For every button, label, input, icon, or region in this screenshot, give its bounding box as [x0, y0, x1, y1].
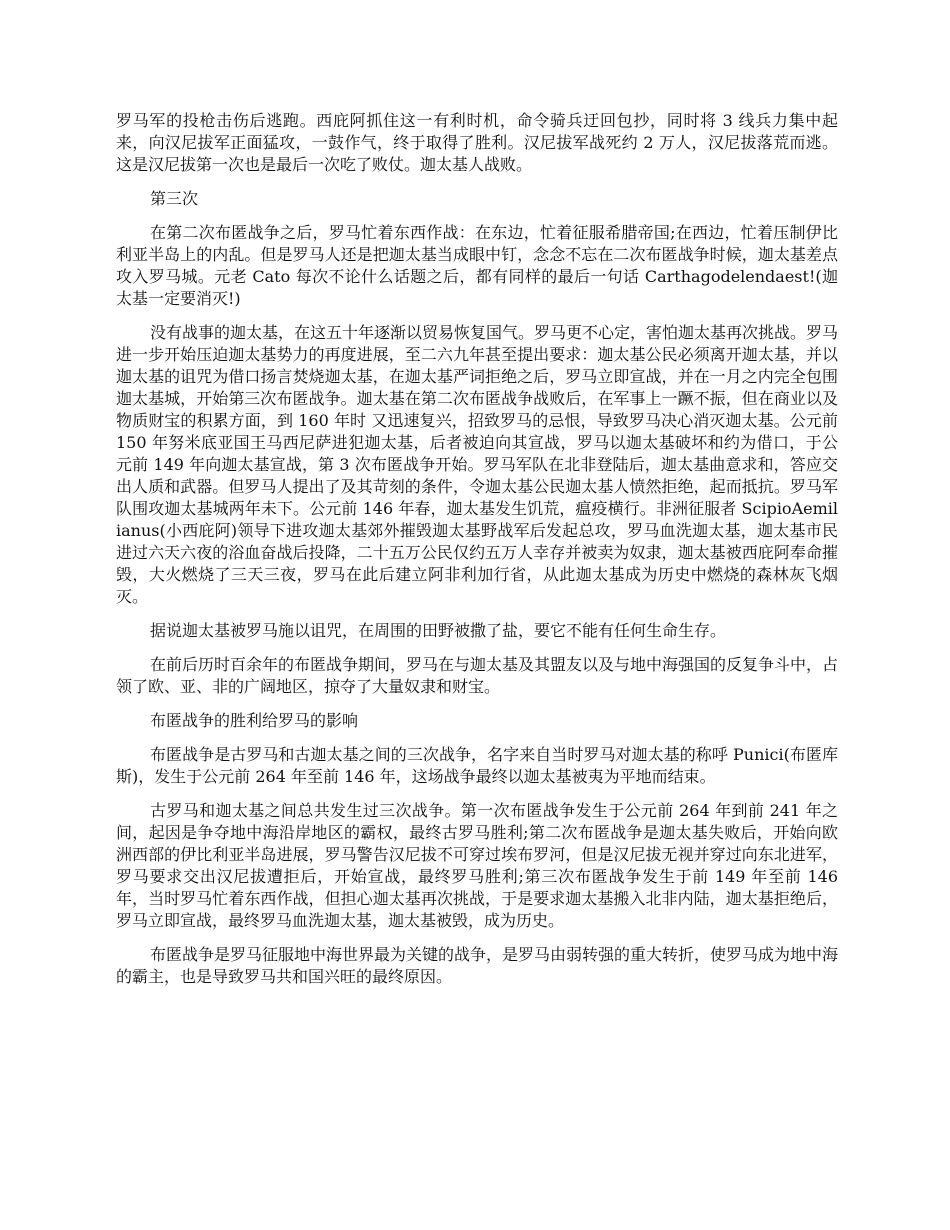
paragraph-salted-fields: 据说迦太基被罗马施以诅咒，在周围的田野被撒了盐，要它不能有任何生命生存。 — [150, 621, 727, 640]
document-page — [116, 110, 838, 1000]
paragraph-third-war-details: 没有战事的迦太基，在这五十年逐渐以贸易恢复国气。罗马更不心定，害怕迦太基再次挑战。罗马进一步开始压迫迦太基势力的再度进展，至二六九年甚至提出要求：迦太基公民必须离开迦太基，并以迦太基的诅咒为借口扬言焚烧迦太基，在迦太基严词拒绝之后，罗马立即宣战，并在一月之内完全包围迦太基城，开始第三次布匿战争。迦太基在第二次布匿战争战败后，在军事上一蹶不振，但在商业以及物质财宝的积累方面，到 160 年时 又迅速复兴，招致罗马的忌恨，导致罗马决心消灭迦太基。公元前 150 年努米底亚国王马西尼萨进犯迦太基，后者被迫向其宣战，罗马以迦太基破坏和约为借口，于公元前 149 年向迦太基宣战，第 3 次布匿战争开始。罗马军队在北非登陆后，迦太基曲意求和，答应交出人质和武器。但罗马人提出了及其苛刻的条件，令迦太基公民迦太基人愤然拒绝，起而抵抗。罗马军队围攻迦太基城两年未下。公元前 146 年春，迦太基发生饥荒，瘟疫横行。非洲征服者 ScipioAemilianus(小西庇阿)领导下进攻迦太基郊外摧毁迦太基野战军后发起总攻，罗马血洗迦太基，迦太基市民进过六天六夜的浴血奋战后投降，二十五万公民仅约五万人幸存并被卖为奴隶，迦太基被西庇阿奉命摧毁，大火燃烧了三天三夜，罗马在此后建立阿非利加行省，从此迦太基成为历史中燃烧的森林灰飞烟灭。 — [116, 323, 839, 606]
paragraph-punic-wars-definition: 布匿战争是古罗马和古迦太基之间的三次战争，名字来自当时罗马对迦太基的称呼 Punici(布匿库斯)，发生于公元前 264 年至前 146 年，这场战争最终以迦太基被夷为平地而结束。 — [116, 745, 838, 786]
paragraph-battle-end: 罗马军的投枪击伤后逃跑。西庇阿抓住这一有利时机，命令骑兵迂回包抄，同时将 3 线兵力集中起来，向汉尼拔军正面猛攻，一鼓作气，终于取得了胜利。汉尼拔军战死约 2 万人，汉尼拔落荒而逃。这是汉尼拔第一次也是最后一次吃了败仗。迦太基人战败。 — [116, 111, 838, 174]
heading-influence: 布匿战争的胜利给罗马的影响 — [150, 711, 359, 730]
paragraph-after-second-war: 在第二次布匿战争之后，罗马忙着东西作战：在东边，忙着征服希腊帝国;在西边，忙着压制伊比利亚半岛上的内乱。但是罗马人还是把迦太基当成眼中钉，念念不忘在二次布匿战争时候，迦太基差点攻入罗马城。元老 Cato 每次不论什么话题之后，都有同样的最后一句话 Carthagodelendaest!(迦太基一定要消灭!) — [116, 223, 838, 308]
heading-third-war: 第三次 — [150, 189, 199, 208]
paragraph-significance: 布匿战争是罗马征服地中海世界最为关键的战争，是罗马由弱转强的重大转折，使罗马成为地中海的霸主，也是导致罗马共和国兴旺的最终原因。 — [116, 945, 839, 986]
paragraph-conquests: 在前后历时百余年的布匿战争期间，罗马在与迦太基及其盟友以及与地中海强国的反复争斗中，占领了欧、亚、非的广阔地区，掠夺了大量奴隶和财宝。 — [116, 655, 839, 696]
paragraph-three-wars-summary: 古罗马和迦太基之间总共发生过三次战争。第一次布匿战争发生于公元前 264 年到前 241 年之间，起因是争夺地中海沿岸地区的霸权，最终古罗马胜利;第二次布匿战争是迦太基失败后，开始向欧洲西部的伊比利亚半岛进展，罗马警告汉尼拔不可穿过埃布罗河，但是汉尼拔无视并穿过向东北进军，罗马要求交出汉尼拔遭拒后，开始宣战，最终罗马胜利;第三次布匿战争发生于前 149 年至前 146 年，当时罗马忙着东西作战，但担心迦太基再次挑战，于是要求迦太基搬入北非内陆，迦太基拒绝后，罗马立即宣战，最终罗马血洗迦太基，迦太基被毁，成为历史。 — [116, 801, 838, 930]
